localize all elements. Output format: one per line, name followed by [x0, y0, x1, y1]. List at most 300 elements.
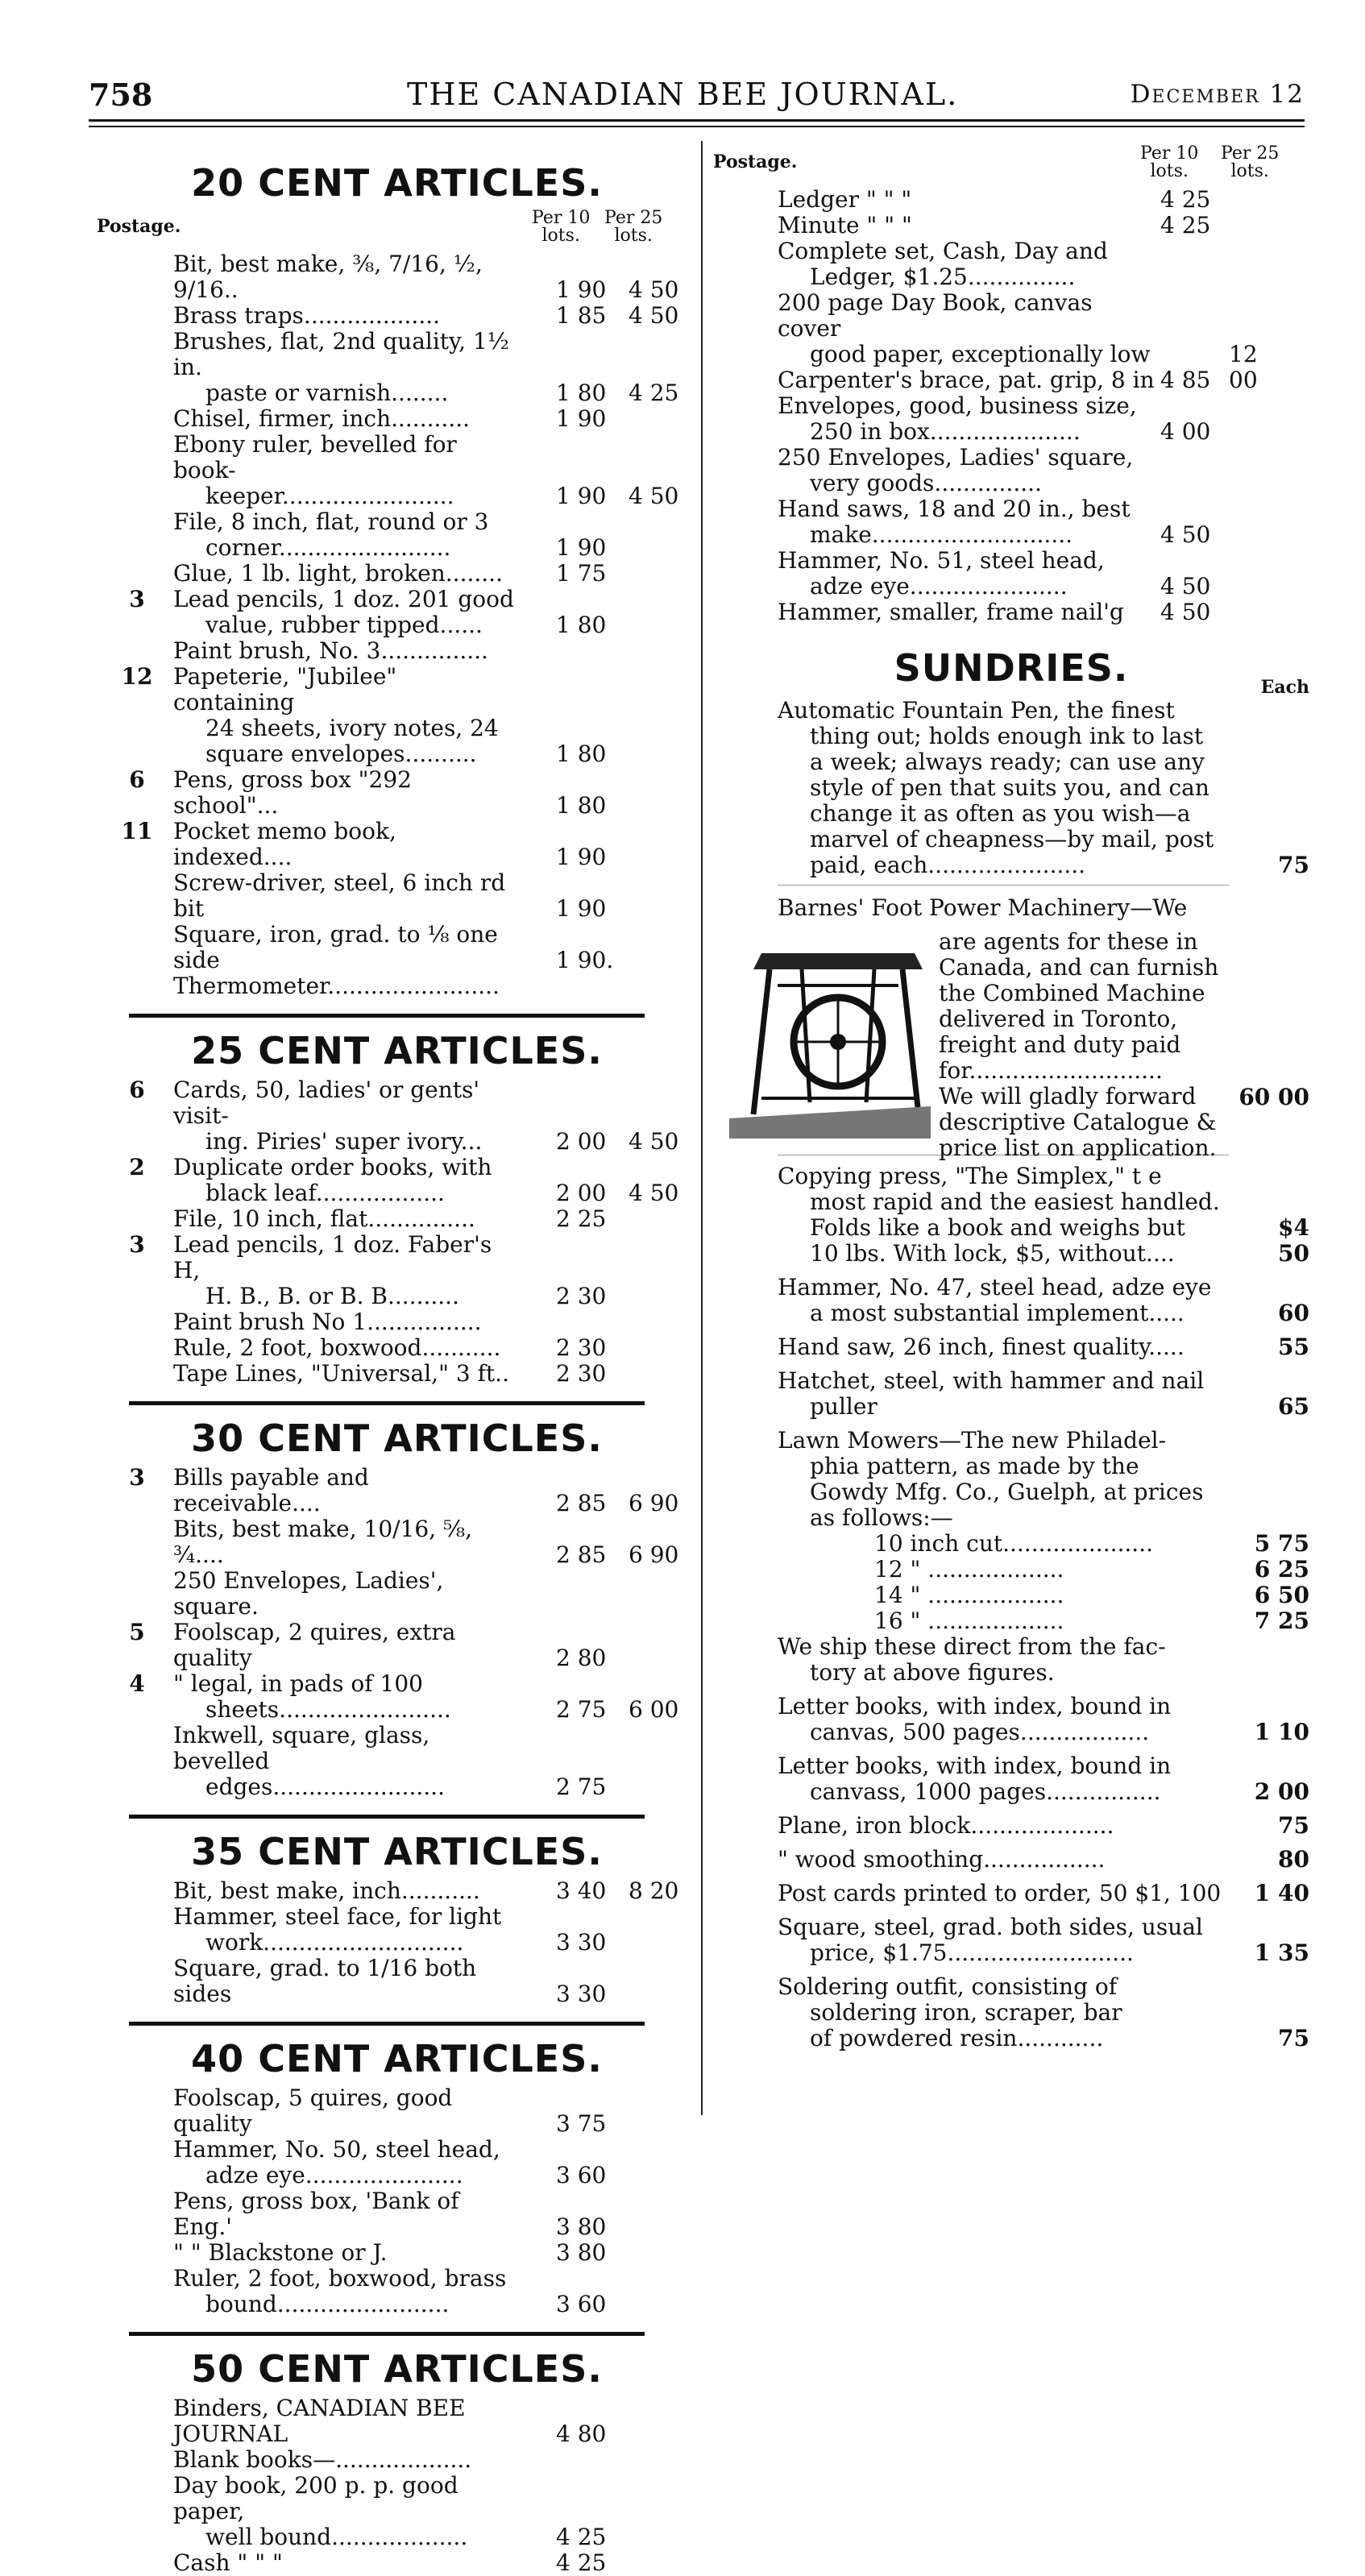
per25-label-line: lots.	[614, 226, 653, 246]
sundry-item	[713, 1914, 1309, 1966]
item-line: edges........................	[205, 1773, 445, 1800]
per10-price: 1 85	[556, 302, 607, 329]
postage-cell: 12	[121, 663, 153, 690]
item-line: square envelopes..........	[205, 740, 477, 767]
section-heading: 20 CENT ARTICLES.	[191, 161, 603, 205]
price-row	[713, 187, 1309, 213]
sundry-line: paid, each......................	[810, 852, 1086, 878]
item-description	[173, 561, 520, 587]
item-line: Ebony ruler, bevelled for book-	[173, 431, 457, 483]
lawn-mower-size-label: 10 inch cut.....................	[874, 1530, 1154, 1557]
section-rule	[129, 1014, 645, 1018]
postage-cell: 3	[129, 586, 145, 612]
per10-price: 4 00	[1160, 418, 1211, 445]
item-description	[173, 1620, 520, 1671]
sundry-line: Post cards printed to order, 50 $1, 100	[778, 1880, 1222, 1906]
price-row	[97, 2240, 697, 2266]
item-line: Lead pencils, 1 doz. 201 good	[173, 586, 514, 612]
sundry-line: soldering iron, scraper, bar	[810, 1999, 1122, 2026]
price-row	[97, 819, 697, 870]
postage-cell: 6	[129, 766, 145, 793]
item-line: Hammer, No. 51, steel head,	[778, 547, 1105, 574]
price-row	[97, 2473, 697, 2550]
each-label: Each	[1260, 677, 1309, 698]
item-line: Inkwell, square, glass, bevelled	[173, 1722, 430, 1774]
price-row	[97, 2447, 697, 2473]
per25-price: 6 90	[629, 1490, 679, 1516]
per25-price: 4 50	[629, 483, 679, 509]
barnes-description	[939, 929, 1245, 1161]
sundry-line: tory at above figures.	[810, 1659, 1055, 1686]
price-row	[97, 509, 697, 561]
sundry-item	[713, 1881, 1309, 1906]
per10-price: 1 80	[556, 740, 607, 767]
item-line: " " Blackstone or J.	[173, 2239, 388, 2266]
item-line: Envelopes, good, business size,	[778, 392, 1137, 419]
sundry-item	[713, 1368, 1309, 1420]
price-row	[97, 1309, 697, 1335]
per10-price: 3 40	[556, 1877, 607, 1904]
per10-price: 1 90	[556, 405, 607, 432]
item-line: work............................	[205, 1929, 464, 1956]
price-row	[97, 973, 697, 999]
sundry-line: Square, steel, grad. both sides, usual	[778, 1914, 1203, 1940]
price-row	[97, 1361, 697, 1387]
item-line: ing. Piries' super ivory...	[205, 1128, 483, 1155]
item-line: File, 8 inch, flat, round or 3	[173, 508, 489, 535]
item-description	[173, 2550, 520, 2576]
sundry-line: Letter books, with index, bound in	[778, 1753, 1172, 1779]
per25-price: 8 20	[629, 1877, 679, 1904]
sundry-price: 55	[1278, 1334, 1309, 1360]
sundry-item	[713, 1753, 1309, 1805]
item-line: Carpenter's brace, pat. grip, 8 in	[778, 367, 1155, 393]
barnes-machine-block	[713, 928, 1309, 1161]
item-description	[173, 638, 520, 664]
item-line: 250 Envelopes, Ladies', square.	[173, 1567, 444, 1620]
price-row	[97, 432, 697, 509]
item-description	[173, 251, 520, 303]
item-description	[778, 496, 1156, 548]
item-line: Paint brush No 1................	[173, 1309, 482, 1335]
sundry-line: phia pattern, as made by the	[810, 1453, 1139, 1479]
price-row	[97, 1516, 697, 1568]
sundry-line: Copying press, "The Simplex," t e	[778, 1163, 1162, 1189]
price-row	[713, 496, 1309, 548]
price-row	[97, 1723, 697, 1800]
price-row	[97, 561, 697, 587]
lawn-mower-size	[778, 1582, 1309, 1608]
item-description	[173, 432, 520, 509]
per10-price: 2 00	[556, 1128, 607, 1155]
item-line: keeper........................	[205, 483, 454, 509]
item-description	[173, 1723, 520, 1800]
item-description	[173, 2240, 520, 2266]
journal-title: THE CANADIAN BEE JOURNAL.	[407, 77, 959, 112]
item-description	[778, 367, 1156, 393]
barnes-line: Canada, and can furnish	[939, 954, 1219, 981]
item-description	[173, 406, 520, 432]
item-description	[173, 1671, 520, 1723]
sundry-price: 75	[1278, 852, 1309, 878]
sundry-line: Hatchet, steel, with hammer and nail	[778, 1367, 1205, 1394]
per10-price: 3 30	[556, 1929, 607, 1956]
per10-price: 2 80	[556, 1645, 607, 1671]
item-line: Chisel, firmer, inch...........	[173, 405, 471, 432]
item-description	[778, 393, 1156, 445]
per10-price: 2 25	[556, 1205, 607, 1232]
section-rule	[129, 2332, 645, 2336]
sundry-item	[713, 1334, 1309, 1360]
item-line: " legal, in pads of 100	[173, 1670, 423, 1697]
item-description	[778, 290, 1156, 367]
per10-price: 2 85	[556, 1541, 607, 1568]
item-line: Binders, CANADIAN BEE JOURNAL	[173, 2395, 466, 2447]
item-line: 250 in box.....................	[810, 418, 1081, 445]
item-description	[173, 1335, 520, 1361]
barnes-line: freight and duty paid	[939, 1031, 1181, 1058]
per10-price: 1 80	[556, 792, 607, 819]
item-line: adze eye......................	[205, 2162, 463, 2188]
price-row	[97, 1568, 697, 1620]
page-header	[89, 77, 1305, 117]
sundry-line: Lawn Mowers—The new Philadel-	[778, 1427, 1167, 1454]
price-row	[97, 1620, 697, 1671]
price-row	[97, 251, 697, 303]
item-line: Thermometer........................	[173, 973, 500, 999]
item-description	[173, 2473, 520, 2550]
item-line: make............................	[810, 521, 1072, 548]
section-heading: 30 CENT ARTICLES.	[191, 1417, 603, 1460]
sundry-line: a most substantial implement.....	[810, 1300, 1185, 1326]
sundry-line: We ship these direct from the fac-	[778, 1633, 1166, 1660]
sundry-line: of powdered resin............	[810, 2025, 1104, 2051]
barnes-line: delivered in Toronto,	[939, 1006, 1178, 1032]
column-header	[713, 145, 1309, 187]
sundry-item	[713, 1813, 1309, 1839]
per25-price: 4 50	[629, 302, 679, 329]
item-description	[173, 2188, 520, 2240]
price-row	[97, 329, 697, 406]
item-line: Cards, 50, ladies' or gents' visit-	[173, 1076, 480, 1129]
section-heading: 25 CENT ARTICLES.	[191, 1029, 603, 1072]
lawn-mower-size-label: 14 " ...................	[874, 1582, 1064, 1608]
sundry-price: 75	[1278, 1812, 1309, 1839]
per10-label	[532, 209, 590, 245]
price-row	[97, 1878, 697, 1904]
sundry-item	[713, 1694, 1309, 1745]
header-rule	[89, 119, 1305, 122]
per10-price: 2 30	[556, 1334, 607, 1361]
per10-price: 2 85	[556, 1490, 607, 1516]
per10-price: 3 60	[556, 2162, 607, 2188]
sundry-line: puller	[810, 1393, 878, 1420]
sundries-heading	[713, 646, 1309, 698]
item-line: Pens, gross box, 'Bank of Eng.'	[173, 2188, 459, 2240]
item-line: Hand saws, 18 and 20 in., best	[778, 496, 1131, 522]
item-line: Bits, best make, 10/16, ⅝, ¾....	[173, 1516, 473, 1568]
barnes-heading: Barnes' Foot Power Machinery—We	[778, 894, 1188, 921]
barnes-line: the Combined Machine	[939, 980, 1205, 1006]
sundry-line: most rapid and the easiest handled.	[810, 1188, 1220, 1215]
per10-price: 4 80	[556, 2420, 607, 2447]
item-description	[173, 2447, 520, 2473]
postage-label: Postage.	[713, 151, 798, 172]
item-line: Bit, best make, ⅜, 7/16, ½, 9/16..	[173, 251, 483, 303]
per10-price: 1 90	[556, 534, 607, 561]
per10-price: 4 50	[1160, 573, 1211, 599]
section-rows	[97, 2396, 697, 2576]
section-rule	[129, 1815, 645, 1819]
per10-label-line: Per 10	[532, 208, 591, 228]
item-description	[173, 329, 520, 406]
section-rule	[129, 2022, 645, 2026]
lawn-mower-price: 6 25	[1254, 1556, 1309, 1583]
per10-price: 1 90.	[556, 947, 614, 973]
price-row	[97, 2188, 697, 2240]
price-row	[713, 393, 1309, 445]
sundry-line: Plane, iron block....................	[778, 1812, 1114, 1839]
sundry-line: a week; always ready; can use any	[810, 749, 1205, 775]
sundry-divider	[778, 885, 1229, 886]
sundry-line: change it as often as you wish—a	[810, 800, 1191, 827]
sundry-price: 1 10	[1254, 1719, 1309, 1745]
sundry-line: Letter books, with index, bound in	[778, 1693, 1172, 1719]
item-description	[173, 1465, 520, 1516]
sundry-line: Hand saw, 26 inch, finest quality.....	[778, 1334, 1185, 1360]
per10-price: 1 90	[556, 276, 607, 303]
item-line: Cash " " "	[173, 2549, 283, 2576]
item-description	[173, 1904, 520, 1956]
item-description	[778, 239, 1156, 290]
postage-cell: 5	[129, 1619, 145, 1645]
item-line: very goods...............	[810, 470, 1042, 496]
price-row	[97, 1671, 697, 1723]
sundry-line: as follows:—	[810, 1504, 953, 1531]
price-row	[97, 2137, 697, 2188]
item-line: Bit, best make, inch...........	[173, 1877, 480, 1904]
postage-cell: 3	[129, 1464, 145, 1491]
lawn-mowers-item	[713, 1428, 1309, 1686]
item-description	[173, 509, 520, 561]
lawn-mower-price: 5 75	[1254, 1530, 1309, 1557]
per10-price: 2 00	[556, 1180, 607, 1206]
lawn-mower-size	[778, 1607, 1309, 1634]
item-description	[173, 1206, 520, 1232]
item-description	[173, 767, 520, 819]
per10-price: 2 30	[556, 1360, 607, 1387]
per10-price: 3 75	[556, 2110, 607, 2137]
postage-label: Postage.	[97, 216, 181, 237]
per10-label-line: lots.	[1150, 161, 1189, 181]
barnes-price: 60 00	[1238, 1084, 1309, 1110]
item-line: Tape Lines, "Universal," 3 ft..	[173, 1360, 509, 1387]
item-line: value, rubber tipped......	[205, 612, 483, 638]
price-row	[97, 2266, 697, 2317]
price-row	[97, 870, 697, 922]
per25-price: 4 50	[629, 1128, 679, 1155]
column-divider	[701, 141, 703, 2115]
per25-label-line: lots.	[1230, 161, 1269, 181]
left-column	[97, 145, 697, 2576]
item-line: well bound...................	[205, 2524, 468, 2550]
lawn-mower-size-label: 16 " ...................	[874, 1607, 1064, 1634]
item-line: good paper, exceptionally low	[810, 341, 1151, 367]
price-row	[713, 290, 1309, 367]
sundry-price: 1 40	[1254, 1880, 1309, 1906]
per10-price: 4 25	[1160, 186, 1211, 213]
section-heading: 50 CENT ARTICLES.	[191, 2347, 603, 2391]
item-description	[173, 922, 520, 973]
price-row	[97, 1155, 697, 1206]
per10-price: 2 75	[556, 1773, 607, 1800]
postage-cell: 11	[121, 818, 153, 844]
sundry-price: 80	[1278, 1846, 1309, 1873]
per25-price: 4 50	[629, 1180, 679, 1206]
sundry-line: thing out; holds enough ink to last	[810, 723, 1204, 749]
sundry-item	[713, 1974, 1309, 2051]
item-line: Square, grad. to 1/16 both sides	[173, 1955, 477, 2007]
per25-price: 4 50	[629, 276, 679, 303]
item-line: Hammer, steel face, for light	[173, 1903, 502, 1930]
price-row	[97, 2550, 697, 2576]
postage-cell: 3	[129, 1231, 145, 1258]
per25-price: 12 00	[1229, 341, 1258, 393]
price-row	[97, 767, 697, 819]
item-line: Foolscap, 2 quires, extra quality	[173, 1619, 456, 1671]
lawn-mower-price: 7 25	[1254, 1607, 1309, 1634]
price-row	[97, 303, 697, 329]
sundry-price: 2 00	[1254, 1778, 1309, 1805]
price-row	[97, 922, 697, 973]
price-row	[713, 213, 1309, 239]
per25-label-line: Per 25	[604, 208, 663, 228]
price-row	[97, 406, 697, 432]
barnes-line: descriptive Catalogue &	[939, 1109, 1217, 1135]
item-description	[173, 303, 520, 329]
per10-price: 1 80	[556, 380, 607, 406]
item-description	[173, 819, 520, 870]
per25-label	[604, 209, 662, 245]
section-rule	[129, 1401, 645, 1405]
section-rows	[97, 2085, 697, 2317]
price-row	[97, 1077, 697, 1155]
sundry-line: marvel of cheapness—by mail, post	[810, 826, 1214, 852]
price-row	[97, 1206, 697, 1232]
item-line: Complete set, Cash, Day and	[778, 238, 1108, 264]
barnes-line: for...........................	[939, 1057, 1163, 1084]
item-description	[173, 1077, 520, 1155]
per10-price: 1 90	[556, 483, 607, 509]
price-row	[97, 587, 697, 638]
sundry-line: canvass, 1000 pages................	[810, 1778, 1161, 1805]
lawn-mower-size	[778, 1530, 1309, 1557]
issue-date: December 12	[1130, 80, 1305, 109]
sundry-line: style of pen that suits you, and can	[810, 774, 1209, 801]
per10-price: 4 25	[556, 2549, 607, 2576]
per10-price: 3 80	[556, 2239, 607, 2266]
barnes-line: are agents for these in	[939, 928, 1198, 955]
item-line: Papeterie, "Jubilee" containing	[173, 663, 397, 716]
item-line: corner........................	[205, 534, 451, 561]
lawn-mower-size-label: 12 " ...................	[874, 1556, 1064, 1583]
item-line: Day book, 200 p. p. good paper,	[173, 2472, 458, 2524]
per10-price: 4 50	[1160, 521, 1211, 548]
per10-price: 2 30	[556, 1283, 607, 1309]
item-description	[173, 1232, 520, 1309]
item-description	[173, 2137, 520, 2188]
item-line: H. B., B. or B. B..........	[205, 1283, 459, 1309]
per10-price: 3 30	[556, 1981, 607, 2007]
per10-label-line: Per 10	[1140, 143, 1199, 164]
price-row	[97, 2396, 697, 2447]
price-row	[97, 664, 697, 767]
item-line: Screw-driver, steel, 6 inch rd bit	[173, 869, 506, 922]
item-line: Hammer, No. 50, steel head,	[173, 2136, 500, 2163]
sundry-line: " wood smoothing.................	[778, 1846, 1106, 1873]
item-line: Glue, 1 lb. light, broken........	[173, 560, 503, 587]
sundry-line: Hammer, No. 47, steel head, adze eye	[778, 1274, 1212, 1300]
sundry-item	[713, 1275, 1309, 1326]
section-rows	[97, 1465, 697, 1800]
item-line: sheets........................	[205, 1696, 451, 1723]
price-row	[97, 1232, 697, 1309]
sundry-item	[713, 1164, 1309, 1267]
item-line: Bills payable and receivable....	[173, 1464, 369, 1516]
item-description	[173, 664, 520, 767]
sundry-line: Soldering outfit, consisting of	[778, 1973, 1118, 2000]
sundry-price: 65	[1278, 1393, 1309, 1420]
item-line: Lead pencils, 1 doz. Faber's H,	[173, 1231, 492, 1284]
item-description	[778, 187, 1156, 213]
item-description	[173, 2266, 520, 2317]
continued-rows	[713, 187, 1309, 625]
item-line: adze eye......................	[810, 573, 1068, 599]
price-row	[97, 638, 697, 664]
sundry-price: 60	[1278, 1300, 1309, 1326]
item-line: 250 Envelopes, Ladies' square,	[778, 444, 1134, 471]
sundry-price: $4 50	[1278, 1214, 1309, 1267]
postage-cell: 4	[129, 1670, 145, 1697]
item-line: Pens, gross box "292 school"...	[173, 766, 412, 819]
per10-label	[1140, 145, 1198, 180]
lawn-mower-price: 6 50	[1254, 1582, 1309, 1608]
item-description	[173, 2396, 520, 2447]
item-description	[173, 1309, 520, 1335]
barnes-line: We will gladly forward	[939, 1083, 1197, 1110]
sundry-line: price, $1.75..........................	[810, 1939, 1134, 1966]
per10-price: 3 80	[556, 2213, 607, 2240]
column-header	[97, 209, 697, 251]
price-row	[97, 1904, 697, 1956]
header-rule-thin	[89, 126, 1305, 127]
sundry-line: Folds like a book and weighs but	[810, 1214, 1185, 1241]
item-line: Brushes, flat, 2nd quality, 1½ in.	[173, 328, 509, 380]
item-description	[778, 548, 1156, 599]
per10-price: 4 25	[556, 2524, 607, 2550]
price-row	[713, 239, 1309, 290]
item-line: File, 10 inch, flat...............	[173, 1205, 475, 1232]
section-rows	[97, 1878, 697, 2007]
sundry-line: canvas, 500 pages..................	[810, 1719, 1150, 1745]
per10-label-line: lots.	[541, 226, 580, 246]
per25-price: 4 25	[629, 380, 679, 406]
section-heading: 35 CENT ARTICLES.	[191, 1830, 603, 1873]
sundry-price: 75	[1278, 2025, 1309, 2051]
price-row	[713, 445, 1309, 496]
page-number: 758	[89, 77, 153, 113]
sundry-line: Automatic Fountain Pen, the finest	[778, 697, 1175, 724]
